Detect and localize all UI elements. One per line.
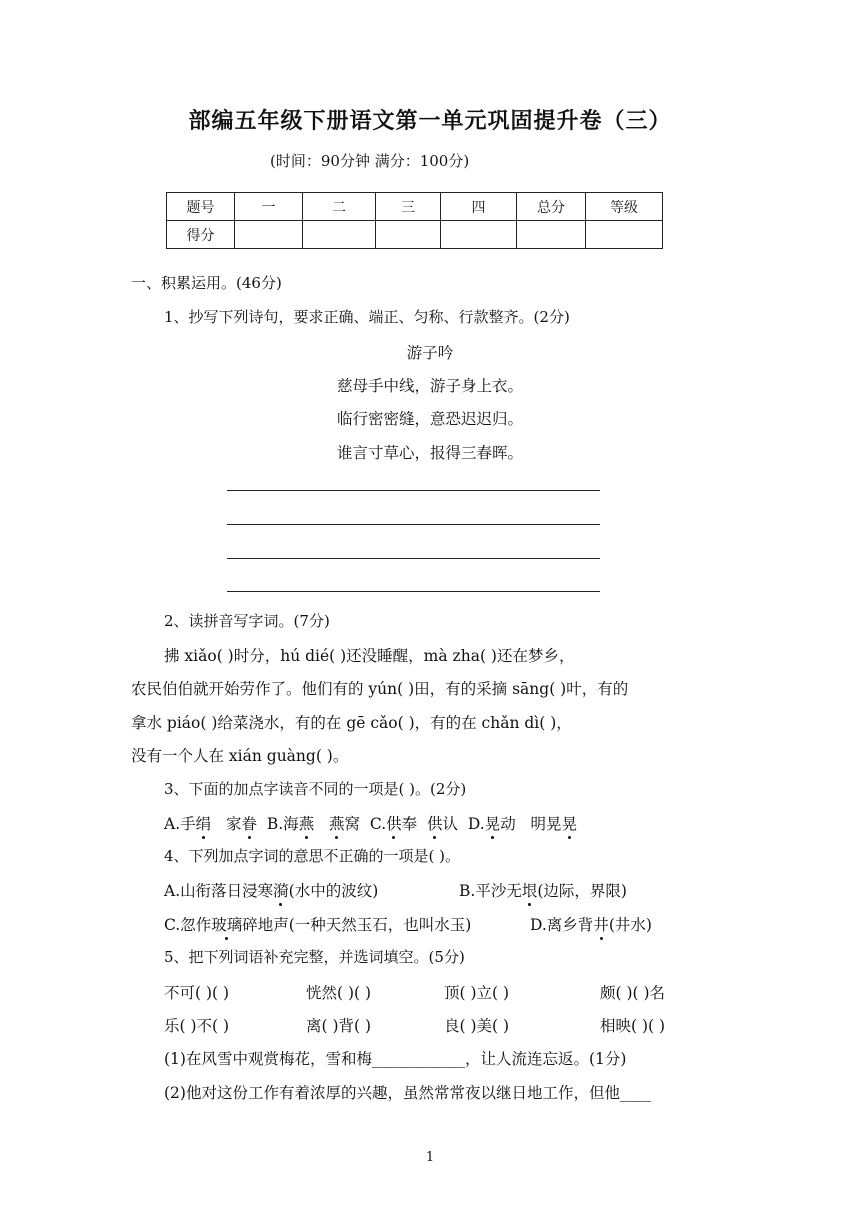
writing-line[interactable] (227, 490, 600, 491)
dotted-char: 绢 (196, 812, 212, 834)
word: 动 (500, 815, 516, 833)
score-table-cell: 等级 (586, 193, 663, 221)
score-table-header-row (167, 193, 663, 221)
dotted-char: 垠 (522, 879, 538, 901)
score-input-cell[interactable] (517, 221, 586, 249)
idiom-blank: 顶( )立( ) (444, 984, 510, 1002)
q4-option-a (164, 879, 378, 901)
word: 家 (225, 815, 242, 833)
fill-sentence: (1)在风雪中观赏梅花，雪和梅____________，让人流连忘返。(1分) (164, 1050, 627, 1068)
score-table-cell: 总分 (517, 193, 586, 221)
question-prompt: 1、抄写下列诗句，要求正确、端正、匀称、行款整齐。(2分) (164, 308, 570, 326)
score-input-cell[interactable] (235, 221, 303, 249)
idiom-blank: 良( )美( ) (444, 1017, 510, 1035)
q3-options (164, 812, 577, 834)
option-label: A. (164, 815, 181, 833)
poem-line: 谁言寸草心，报得三春晖。 (336, 444, 523, 462)
q4-option-b (459, 879, 627, 901)
poem-title: 游子吟 (406, 344, 454, 362)
writing-line[interactable] (227, 524, 600, 525)
question-prompt: 4、下列加点字词的意思不正确的一项是( )。 (164, 847, 461, 865)
dotted-char: 晃 (485, 812, 501, 834)
option-label: D. (467, 815, 485, 833)
dotted-char: 燕 (299, 812, 315, 834)
page-title: 部编五年级下册语文第一单元巩固提升卷（三） (188, 108, 672, 134)
question-prompt: 3、下面的加点字读音不同的一项是( )。(2分) (164, 780, 467, 798)
page-number: 1 (425, 1150, 435, 1165)
question-prompt: 5、把下列词语补充完整，并选词填空。(5分) (164, 948, 465, 966)
idiom-blank: 相映( )( ) (600, 1017, 666, 1035)
option-text: 碎地声(一种天然玉石，也叫水玉) (242, 916, 472, 934)
writing-line[interactable] (227, 558, 600, 559)
score-table-cell: 得分 (167, 221, 235, 249)
score-table-score-row (167, 221, 663, 249)
option-text: B.平沙无 (459, 882, 522, 900)
score-table-cell: 一 (235, 193, 303, 221)
q4-option-d (530, 913, 652, 935)
poem-line: 临行密密缝，意恐迟迟归。 (336, 410, 523, 428)
option-text: (水中的波纹) (288, 882, 379, 900)
dotted-char: 供 (427, 812, 443, 834)
idiom-blank: 颇( )( )名 (600, 984, 666, 1002)
dotted-char: 晃 (562, 812, 578, 834)
option-text: C.忽作 (164, 916, 212, 934)
word: 海 (283, 815, 299, 833)
option-label: C. (369, 815, 387, 833)
score-input-cell[interactable] (441, 221, 517, 249)
option-label: B. (266, 815, 284, 833)
dotted-char: 眷 (241, 812, 257, 834)
pinyin-line: 拂 xiǎo( )时分，hú dié( )还没睡醒，mà zha( )还在梦乡， (164, 647, 575, 665)
score-table (166, 192, 663, 249)
option-text: (井水) (608, 916, 652, 934)
dotted-char: 玻璃 (211, 913, 242, 935)
poem-line: 慈母手中线，游子身上衣。 (336, 377, 523, 395)
question-prompt: 2、读拼音写字词。(7分) (164, 612, 330, 630)
fill-sentence: (2)他对这份工作有着浓厚的兴趣，虽然常常夜以继日地工作，但他____ (164, 1084, 651, 1102)
word: 窝 (344, 815, 361, 833)
score-table-cell: 题号 (167, 193, 235, 221)
word: 奉 (401, 815, 418, 833)
score-input-cell[interactable] (376, 221, 441, 249)
word: 认 (442, 815, 459, 833)
section-heading: 一、积累运用。(46分) (131, 274, 282, 292)
idiom-blank: 不可( )( ) (164, 984, 230, 1002)
exam-info: (时间：90分钟 满分：100分) (270, 152, 470, 170)
score-table-cell: 四 (441, 193, 517, 221)
pinyin-line: 农民伯伯就开始劳作了。他们有的 yún( )田，有的采摘 sāng( )叶，有的 (131, 680, 629, 698)
pinyin-line: 没有一个人在 xián guàng( )。 (131, 747, 349, 765)
dotted-char: 井 (593, 913, 609, 935)
idiom-blank: 恍然( )( ) (306, 984, 372, 1002)
idiom-blank: 离( )背( ) (306, 1017, 372, 1035)
writing-line[interactable] (227, 591, 600, 592)
option-text: D.离乡背 (530, 916, 594, 934)
score-table-cell: 三 (376, 193, 441, 221)
score-input-cell[interactable] (586, 221, 663, 249)
option-text: A.山衔落日浸寒 (164, 882, 274, 900)
score-input-cell[interactable] (303, 221, 376, 249)
pinyin-line: 拿水 piáo( )给菜浇水，有的在 gē cǎo( )，有的在 chǎn dì( )， (131, 714, 572, 732)
option-text: (边际，界限) (537, 882, 627, 900)
word: 手 (180, 815, 196, 833)
idiom-blank: 乐( )不( ) (164, 1017, 230, 1035)
word: 明晃 (530, 815, 562, 833)
dotted-char: 漪 (273, 879, 289, 901)
dotted-char: 燕 (329, 812, 345, 834)
q4-option-c (164, 913, 471, 935)
dotted-char: 供 (386, 812, 402, 834)
score-table-cell: 二 (303, 193, 376, 221)
